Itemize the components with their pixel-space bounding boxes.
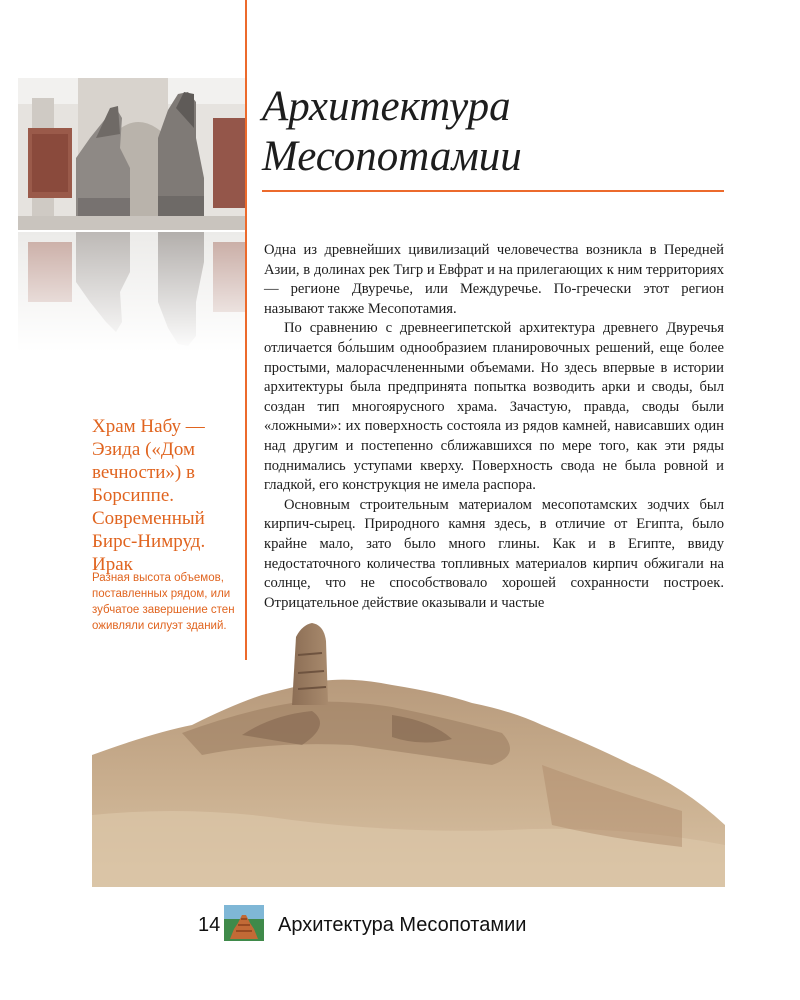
- paragraph: Основным строительным материалом месопотамских зодчих был кирпич-сырец. Природного камня здесь, в отличие от Египта, было крайне мало, зато было много глины. Как и в Египте, ввиду недостаточного количества топливных материалов кирпич обжигали на солнце, что не способствовало хорошей сохранности построек. Отрицательное действие оказывали и частые: [264, 496, 724, 611]
- photo-caption-title: Храм Набу — Эзида («Дом вечности») в Борсиппе. Современный Бирс-Нимруд. Ирак: [92, 416, 206, 575]
- ziggurat-ruin-photo: [92, 615, 725, 887]
- photo-caption-note: Разная высота объемов, поставленных рядом, или зубчатое завершение стен оживляли силуэт зданий.: [92, 572, 235, 632]
- tower-of-babel-icon: [224, 905, 264, 941]
- paragraph: По сравнению с древнеегипетской архитектура древнего Двуречья отличается бо́льшим однообразием планировочных решений, еще более простыми, малорасчлененными объемами. Но здесь впервые в истории архитектуры была предпринята попытка возводить арки и своды, был создан тип многоярусного храма. Зачастую, правда, своды были «ложными»: их поверхность состояла из рядов камней, нависавших один над другим и постепенно сближавшихся по мере того, как эти ряды поднимались уступами кверху. Поверхность свода не была ровной и гладкой, его конструкция не имела распора.: [264, 320, 724, 494]
- lamassu-statues-photo: [18, 78, 245, 230]
- vertical-accent-rule: [245, 0, 247, 660]
- lamassu-reflection: [18, 232, 245, 352]
- title-divider: [262, 190, 724, 192]
- page-title: Архитектура Месопотамии: [262, 83, 522, 180]
- running-title: Архитектура Месопотамии: [278, 914, 527, 936]
- ziggurat-illustration: [92, 615, 725, 887]
- paragraph: Одна из древнейших цивилизаций человечества возникла в Передней Азии, в долинах рек Тигр и Евфрат и на прилегающих к ним территориях — регионе Двуречье, или Междуречье. По-гречески этот регион называют также Месопотамия.: [264, 242, 724, 317]
- reflection-illustration: [18, 232, 245, 352]
- page-number: 14: [198, 914, 221, 936]
- article-body: [264, 241, 724, 613]
- lamassu-illustration: [18, 78, 245, 230]
